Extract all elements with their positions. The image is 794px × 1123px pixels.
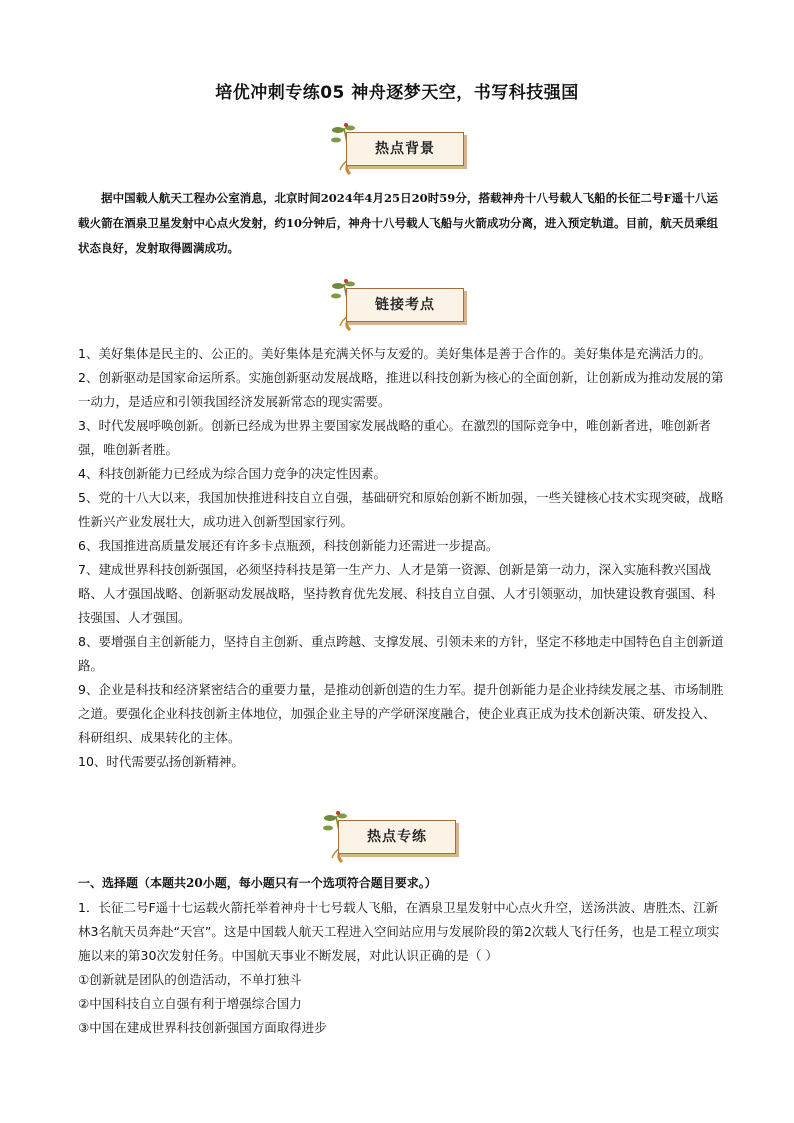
badge-label: 链接考点 (375, 297, 435, 313)
key-point: 1、美好集体是民主的、公正的。美好集体是充满关怀与友爱的。美好集体是善于合作的。美好集体是充满活力的。 (78, 346, 711, 361)
badge-label: 热点背景 (375, 141, 435, 157)
key-point: 4、科技创新能力已经成为综合国力竞争的决定性因素。 (78, 466, 386, 481)
section-heading: 一、选择题（本题共20小题，每小题只有一个选项符合题目要求。） (78, 876, 437, 890)
key-point: 7、建成世界科技创新强国，必须坚持科技是第一生产力、人才是第一资源、创新是第一动力，深入实施科教兴国战略、人才强国战略、创新驱动发展战略，坚持教育优先发展、科技自立自强、人才引领驱动，加快建设教育强国、科技强国、人才强国。 (78, 562, 716, 625)
question-1 (78, 896, 724, 1040)
badge-label: 热点专练 (367, 829, 427, 845)
key-point: 5、党的十八大以来，我国加快推进科技自立自强，基础研究和原始创新不断加强，一些关键核心技术实现突破，战略性新兴产业发展壮大，成功进入创新型国家行列。 (78, 490, 724, 529)
key-point: 6、我国推进高质量发展还有许多卡点瓶颈，科技创新能力还需进一步提高。 (78, 538, 499, 553)
background-paragraph: 据中国载人航天工程办公室消息，北京时间2024年4月25日20时59分，搭载神舟十八号载人飞船的长征二号F遥十八运载火箭在酒泉卫星发射中心点火发射，约10分钟后，神舟十八号载人飞船与火箭成功分离，进入预定轨道。目前，航天员乘组状态良好，发射取得圆满成功。 (78, 191, 718, 255)
key-point: 3、时代发展呼唤创新。创新已经成为世界主要国家发展战略的重心。在激烈的国际竞争中，唯创新者进，唯创新者强，唯创新者胜。 (78, 418, 711, 457)
key-point: 9、企业是科技和经济紧密结合的重要力量，是推动创新创造的生力军。提升创新能力是企业持续发展之基、市场制胜之道。要强化企业科技创新主体地位，加强企业主导的产学研深度融合，使企业真正成为技术创新决策、研发投入、科研组织、成果转化的主体。 (78, 682, 724, 745)
badge-practice (318, 808, 468, 864)
page-title: 培优冲刺专练05 神舟逐梦天空，书写科技强国 (215, 83, 579, 103)
key-point: 2、创新驱动是国家命运所系。实施创新驱动发展战略，推进以科技创新为核心的全面创新，让创新成为推动发展的第一动力，是适应和引领我国经济发展新常态的现实需要。 (78, 370, 724, 409)
key-point: 8、要增强自主创新能力，坚持自主创新、重点跨越、支撑发展、引领未来的方针，坚定不移地走中国特色自主创新道路。 (78, 634, 724, 673)
key-point: 10、时代需要弘扬创新精神。 (78, 754, 244, 769)
badge-key-points (326, 276, 476, 332)
key-points-list (78, 342, 724, 774)
badge-hot-background (326, 120, 476, 176)
question-option: ①创新就是团队的创造活动，不单打独斗 (78, 972, 302, 987)
question-option: ③中国在建成世界科技创新强国方面取得进步 (78, 1020, 327, 1035)
question-stem: 1．长征二号F遥十七运载火箭托举着神舟十七号载人飞船，在酒泉卫星发射中心点火升空，送汤洪波、唐胜杰、江新林3名航天员奔赴“天宫”。这是中国载人航天工程进入空间站应用与发展阶段的第2次载人飞行任务，也是工程立项实施以来的第30次发射任务。中国航天事业不断发展，对此认识正确的是（ ） (78, 900, 720, 963)
question-option: ②中国科技自立自强有利于增强综合国力 (78, 996, 302, 1011)
